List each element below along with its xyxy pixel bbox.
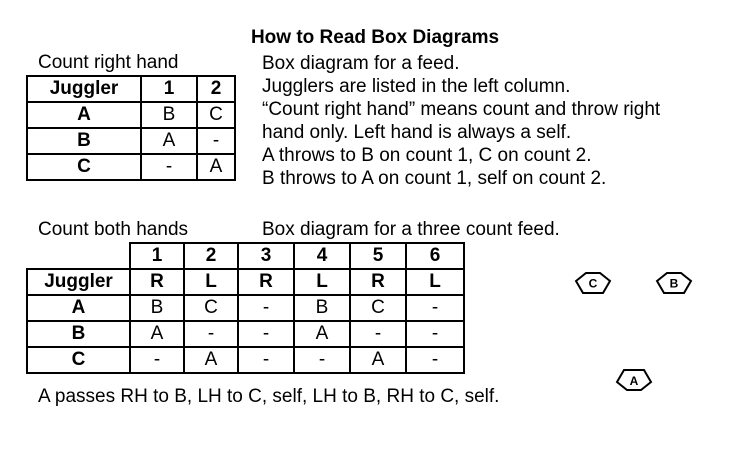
header-juggler: Juggler xyxy=(27,76,141,102)
hand-header: L xyxy=(184,269,238,295)
diagram2-table xyxy=(26,242,465,374)
table-cell: - xyxy=(406,295,464,321)
juggler-label: C xyxy=(588,276,598,291)
table-cell: B xyxy=(130,295,184,321)
juggler-name: A xyxy=(27,102,141,128)
table-cell: - xyxy=(197,128,235,154)
juggler-name: B xyxy=(27,128,141,154)
juggler-marker-c xyxy=(573,270,613,296)
count-header: 4 xyxy=(294,243,350,269)
count-header: 1 xyxy=(130,243,184,269)
diagram2-caption: Count both hands xyxy=(38,219,189,240)
header-count-1: 1 xyxy=(141,76,197,102)
description-line: B throws to A on count 1, self on count 2. xyxy=(262,168,607,189)
table-row xyxy=(27,128,235,154)
hand-header: R xyxy=(238,269,294,295)
table-cell: A xyxy=(294,321,350,347)
table-cell: A xyxy=(184,347,238,373)
table-cell: - xyxy=(294,347,350,373)
table-cell: - xyxy=(238,295,294,321)
table-cell: - xyxy=(130,347,184,373)
header-juggler: Juggler xyxy=(27,269,130,295)
table-hand-row xyxy=(27,269,464,295)
table-cell: - xyxy=(141,154,197,180)
hand-header: L xyxy=(406,269,464,295)
pattern-note: A passes RH to B, LH to C, self, LH to B, RH to C, self. xyxy=(38,386,500,407)
table-cell: - xyxy=(238,321,294,347)
count-header: 3 xyxy=(238,243,294,269)
diagram1-description xyxy=(262,52,660,190)
table-row xyxy=(27,347,464,373)
header-count-2: 2 xyxy=(197,76,235,102)
count-header: 5 xyxy=(350,243,406,269)
table-cell: C xyxy=(184,295,238,321)
table-cell: B xyxy=(141,102,197,128)
table-cell: B xyxy=(294,295,350,321)
table-cell: - xyxy=(406,347,464,373)
description-line: hand only. Left hand is always a self. xyxy=(262,122,572,143)
diagram1-caption: Count right hand xyxy=(38,52,179,73)
table-row xyxy=(27,154,235,180)
description-line: Box diagram for a feed. xyxy=(262,53,460,74)
count-header: 2 xyxy=(184,243,238,269)
table-count-row xyxy=(27,243,464,269)
description-line: “Count right hand” means count and throw right xyxy=(262,99,661,120)
juggler-label: B xyxy=(669,276,679,291)
table-cell: - xyxy=(238,347,294,373)
juggler-name: C xyxy=(27,154,141,180)
table-row xyxy=(27,295,464,321)
table-row xyxy=(27,321,464,347)
table-cell: A xyxy=(197,154,235,180)
hand-header: R xyxy=(130,269,184,295)
juggler-marker-a xyxy=(614,367,654,393)
table-header-row xyxy=(27,76,235,102)
description-line: Jugglers are listed in the left column. xyxy=(262,76,571,97)
table-cell: - xyxy=(350,321,406,347)
hand-header: L xyxy=(294,269,350,295)
juggler-label: A xyxy=(629,374,639,388)
juggler-marker-b xyxy=(654,270,694,296)
page-title: How to Read Box Diagrams xyxy=(250,27,500,48)
juggler-name: C xyxy=(27,347,130,373)
table-cell: C xyxy=(197,102,235,128)
blank-cell xyxy=(27,243,130,269)
diagram2-description: Box diagram for a three count feed. xyxy=(262,219,560,240)
table-row xyxy=(27,102,235,128)
table-cell: C xyxy=(350,295,406,321)
table-cell: - xyxy=(406,321,464,347)
description-line: A throws to B on count 1, C on count 2. xyxy=(262,145,592,166)
hand-header: R xyxy=(350,269,406,295)
table-cell: - xyxy=(184,321,238,347)
diagram1-table xyxy=(26,75,236,181)
count-header: 6 xyxy=(406,243,464,269)
juggler-name: A xyxy=(27,295,130,321)
table-cell: A xyxy=(130,321,184,347)
table-cell: A xyxy=(350,347,406,373)
table-cell: A xyxy=(141,128,197,154)
juggler-name: B xyxy=(27,321,130,347)
